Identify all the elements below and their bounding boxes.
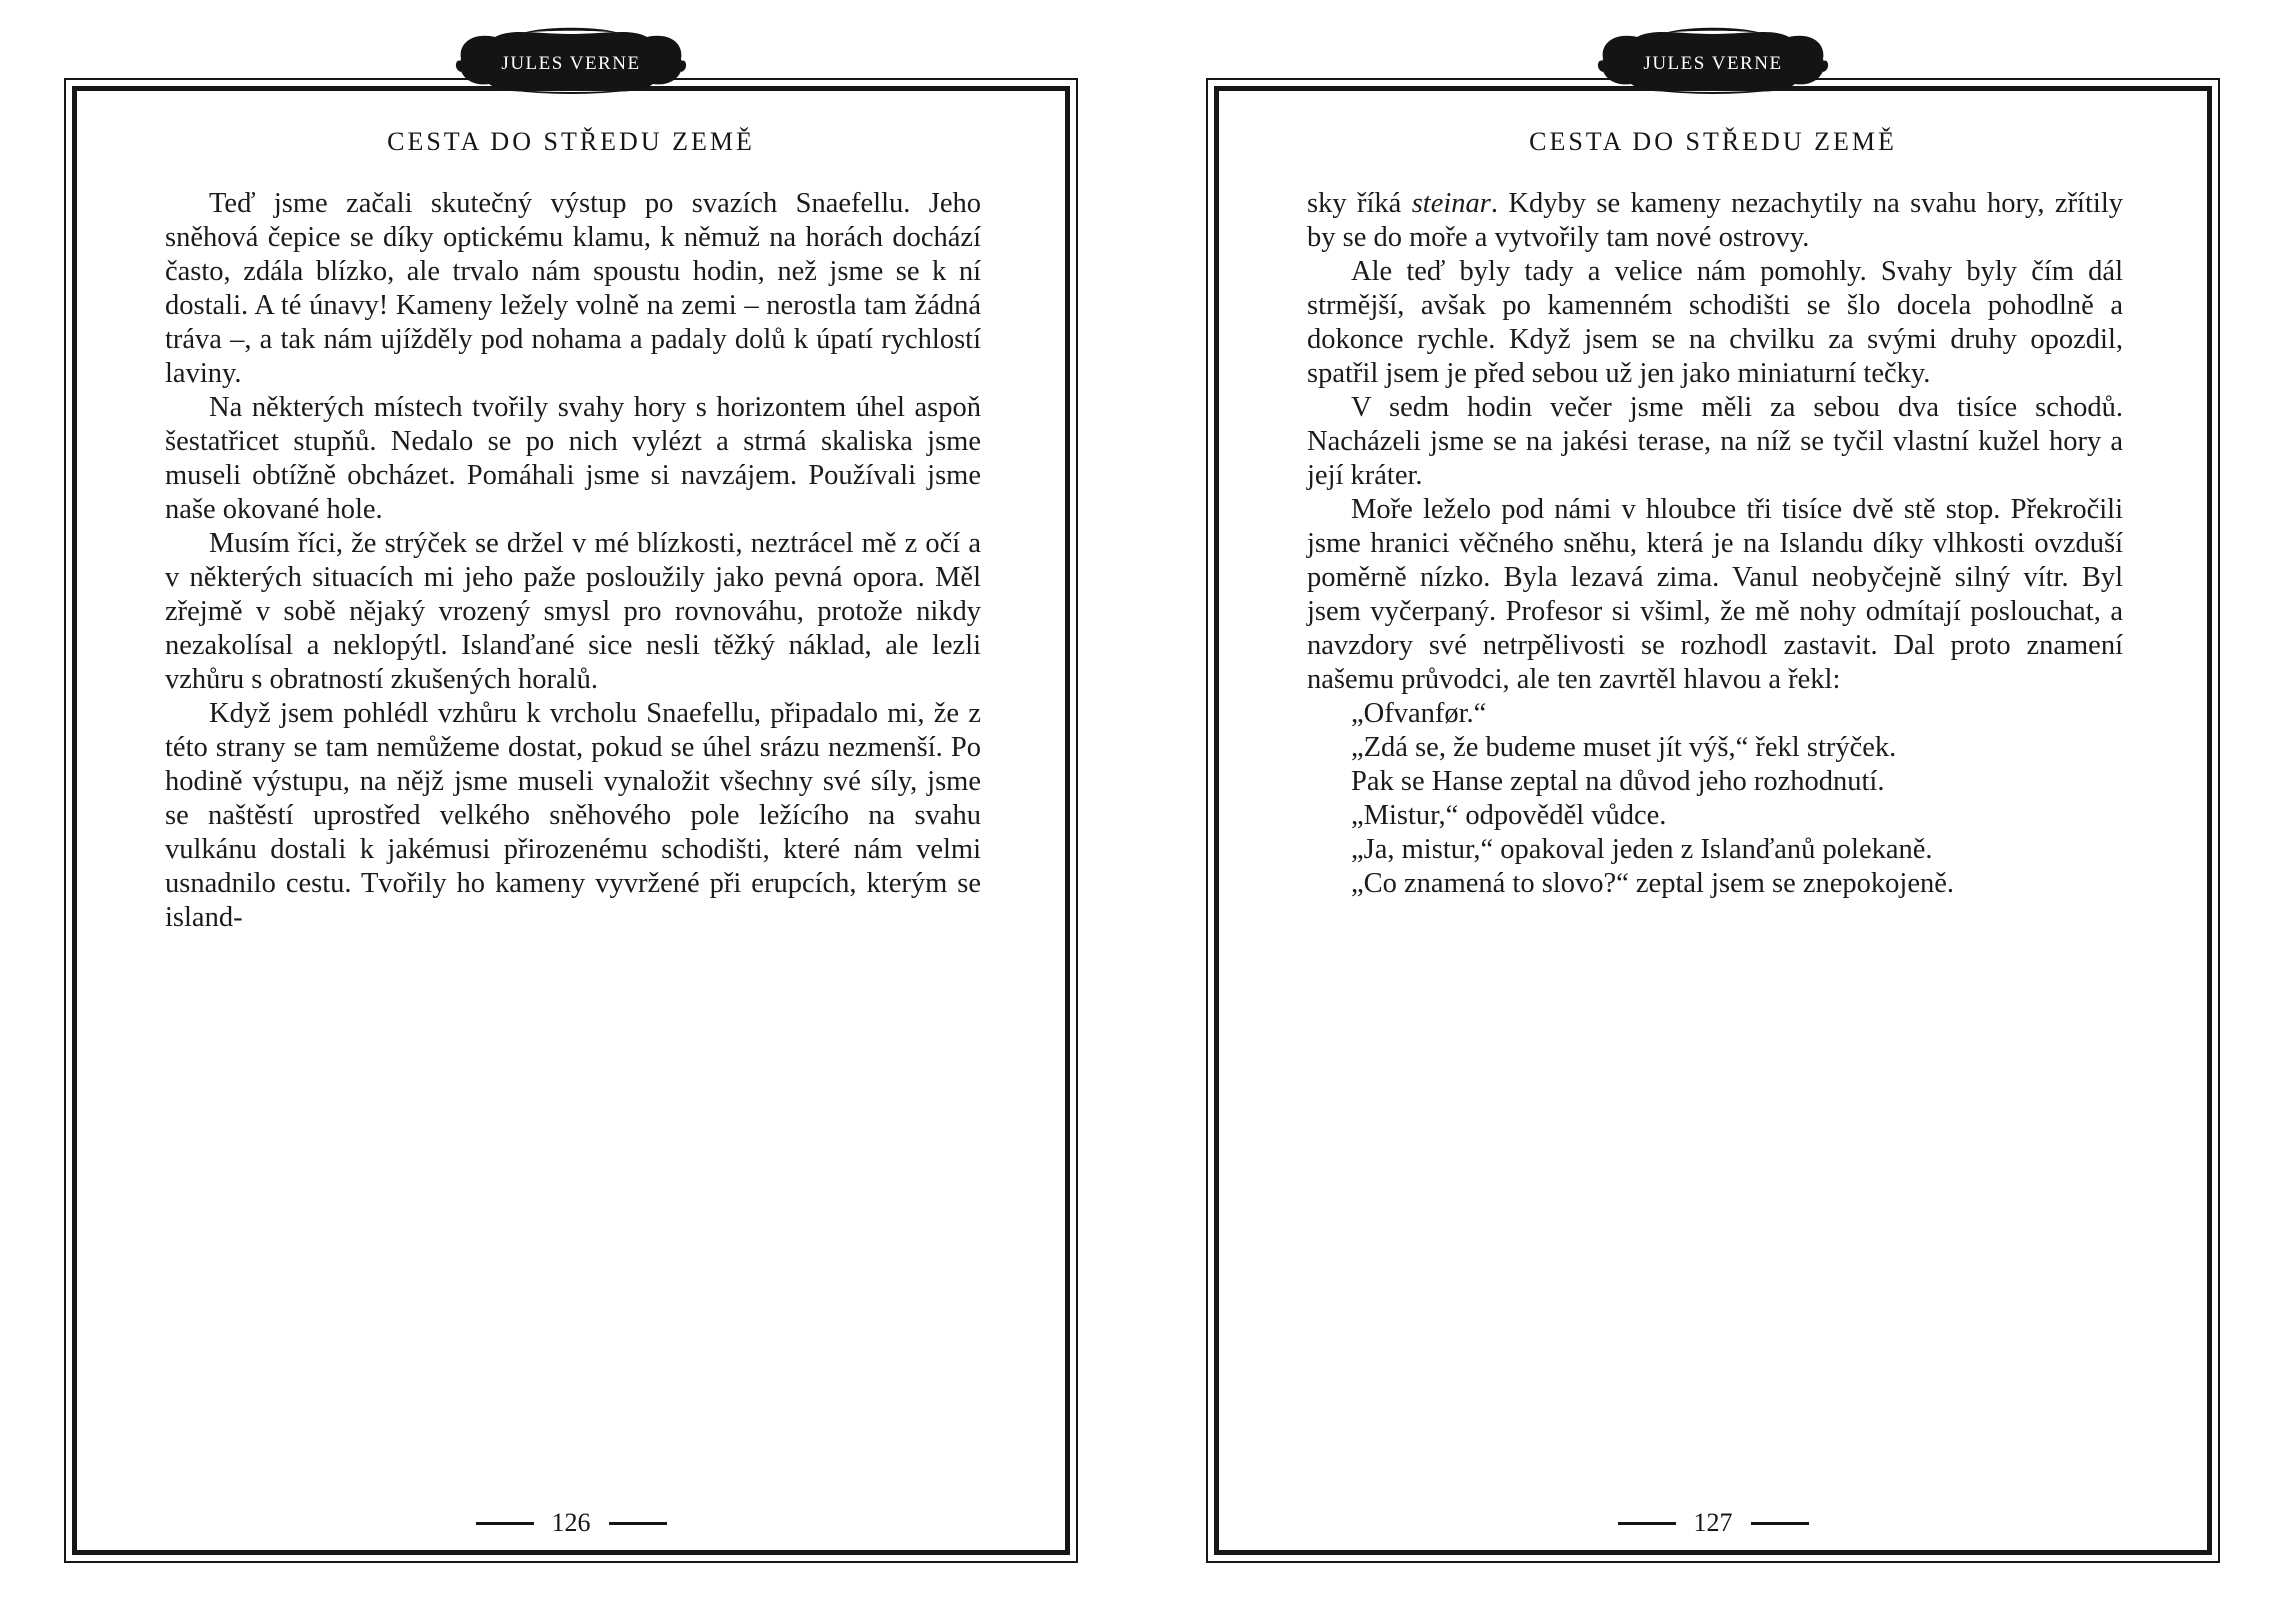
text-run: „Co znamená to slovo?“ zeptal jsem se znepokojeně. [1351,868,1955,899]
paragraph [1307,833,2123,867]
paragraph [1307,867,2123,901]
page-number-rule-icon [1618,1522,1676,1525]
text-run: „Zdá se, že budeme muset jít výš,“ řekl strýček. [1351,732,1897,763]
text-run: Musím říci, že strýček se držel v mé blízkosti, neztrácel mě z očí a v některých situacích mi jeho paže posloužily jako pevná opora. Měl zřejmě v sobě nějaký vrozený smysl pro rovnováhu, protože nikdy nezakolísal a neklopýtl. Islanďané sice nesli těžký náklad, ale lezli vzhůru s obratností zkušených horalů. [165,528,981,695]
text-run: „Ja, mistur,“ opakoval jeden z Islanďanů polekaně. [1351,834,1933,865]
paragraph [165,391,981,527]
text-run: sky říká [1307,188,1412,219]
running-header: CESTA DO STŘEDU ZEMĚ [1529,127,1897,156]
text-run: „Mistur,“ odpověděl vůdce. [1351,800,1667,831]
body-text [165,187,981,935]
text-run: V sedm hodin večer jsme měli za sebou dva tisíce schodů. Nacházeli jsme se na jakési terase, na níž se tyčil vlastní kužel hory a její kráter. [1307,392,2123,491]
paragraph [165,527,981,697]
page-number-row [77,1510,1065,1536]
paragraph [1307,697,2123,731]
paragraph [1307,731,2123,765]
paragraph [165,187,981,391]
emblem-text: JULES VERNE [501,53,641,74]
page-number: 127 [1693,1508,1733,1537]
italic-text-run: steinar [1411,188,1491,219]
jules-verne-emblem [1595,26,1831,102]
page-frame-inner [1214,86,2212,1555]
page-number-rule-icon [1751,1522,1809,1525]
paragraph [1307,187,2123,255]
text-run: Ale teď byly tady a velice nám pomohly. Svahy byly čím dál strmější, avšak po kamenném schodišti se šlo docela pohodlně a dokonce rychle. Když jsem se na chvilku za svými druhy opozdil, spatřil jsem je před sebou už jen jako miniaturní tečky. [1307,256,2123,389]
page-number-row [1219,1510,2207,1536]
paragraph [1307,255,2123,391]
paragraph [1307,493,2123,697]
text-run: Když jsem pohlédl vzhůru k vrcholu Snaefellu, připadalo mi, že z této strany se tam nemůžeme dostat, pokud se úhel srázu nezmenší. Po hodině výstupu, na nějž jsme museli vynaložit všechny své síly, jsme se naštěstí uprostřed velkého sněhového pole ležícího na svahu vulkánu dostali k jakémusi přirozenému schodišti, které nám velmi usnadnilo cestu. Tvořily ho kameny vyvržené při erupcích, kterým se island- [165,698,981,933]
emblem-text: JULES VERNE [1643,53,1783,74]
running-header: CESTA DO STŘEDU ZEMĚ [387,127,755,156]
jules-verne-emblem [453,26,689,102]
paragraph [165,697,981,935]
page-frame-inner [72,86,1070,1555]
page-number: 126 [551,1508,591,1537]
page-number-rule-icon [609,1522,667,1525]
text-run: „Ofvanfør.“ [1351,698,1487,729]
page-right [1142,0,2284,1615]
paragraph [1307,765,2123,799]
paragraph [1307,799,2123,833]
text-run: . Kdyby se kameny nezachytily na svahu hory, zřítily by se do moře a vytvořily tam nové ostrovy. [1307,188,2123,253]
text-run: Pak se Hanse zeptal na důvod jeho rozhodnutí. [1351,766,1885,797]
text-run: Teď jsme začali skutečný výstup po svazích Snaefellu. Jeho sněhová čepice se díky optickému klamu, k němuž na horách dochází často, zdála blízko, ale trvalo nám spoustu hodin, než jsme se k ní dostali. A té únavy! Kameny ležely volně na zemi – nerostla tam žádná tráva –, a tak nám ujížděly pod nohama a padaly dolů k úpatí rychlostí laviny. [165,188,981,389]
page-frame [64,78,1078,1563]
text-run: Na některých místech tvořily svahy hory s horizontem úhel aspoň šestatřicet stupňů. Nedalo se po nich vylézt a strmá skaliska jsme museli obtížně obcházet. Pomáhali jsme si navzájem. Používali jsme naše okované hole. [165,392,981,525]
page-frame [1206,78,2220,1563]
paragraph [1307,391,2123,493]
page-number-rule-icon [476,1522,534,1525]
text-run: Moře leželo pod námi v hloubce tři tisíce dvě stě stop. Překročili jsme hranici věčného sněhu, která je na Islandu díky vlhkosti ovzduší poměrně nízko. Byla lezavá zima. Vanul neobyčejně silný vítr. Byl jsem vyčerpaný. Profesor si všiml, že mě nohy odmítají poslouchat, a navzdory své netrpělivosti se rozhodl zastavit. Dal proto znamení našemu průvodci, ale ten zavrtěl hlavou a řekl: [1307,494,2123,695]
body-text [1307,187,2123,901]
